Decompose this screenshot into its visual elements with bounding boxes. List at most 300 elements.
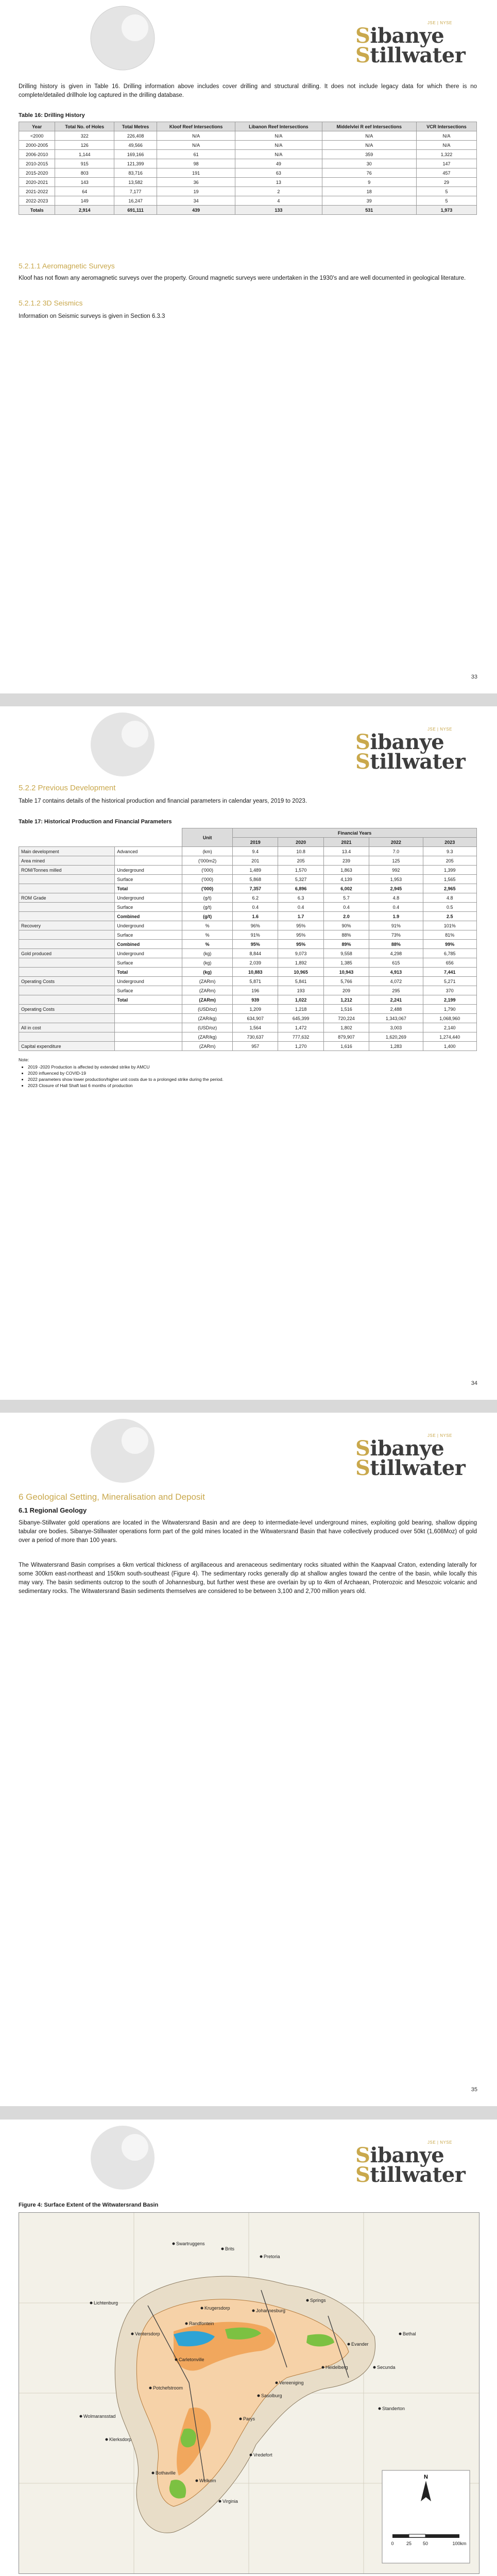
town-label: Sasolburg — [261, 2393, 282, 2398]
exchange-label: JSE | NYSE — [427, 2140, 452, 2145]
table-row — [19, 893, 477, 903]
row-group-label: ROM Grade — [19, 893, 115, 903]
table-cell: 7.0 — [369, 847, 423, 856]
table-cell: 9,073 — [278, 949, 323, 958]
logo-bottom: Stillwater — [355, 1456, 466, 1480]
table-row — [19, 866, 477, 875]
row-sub-label: Combined — [115, 940, 182, 949]
table-row — [19, 168, 477, 178]
table16-header: Total No. of Holes — [55, 122, 114, 131]
table-row — [19, 995, 477, 1005]
town-label: Evander — [351, 2342, 369, 2347]
row-group-label — [19, 930, 115, 940]
table-cell: 5,766 — [323, 977, 369, 986]
row-unit: ('000) — [182, 866, 233, 875]
figure4-caption: Figure 4: Surface Extent of the Witwatersrand Basin — [19, 2202, 159, 2208]
town-label: Carletonville — [179, 2357, 204, 2362]
town-marker — [106, 2438, 108, 2441]
company-logo — [354, 21, 478, 70]
table-cell: N/A — [235, 131, 322, 141]
table-row — [19, 150, 477, 159]
map-graphic — [19, 2213, 479, 2573]
table-cell: 1,565 — [423, 875, 476, 884]
table-cell: 5,271 — [423, 977, 476, 986]
table-cell: 1,973 — [416, 206, 476, 215]
town-marker — [201, 2307, 203, 2310]
town-label: Randfontein — [189, 2321, 214, 2326]
row-unit: (USD/oz) — [182, 1005, 233, 1014]
row-sub-label: Combined — [115, 912, 182, 921]
table-cell: 1,068,960 — [423, 1014, 476, 1023]
table-cell: 457 — [416, 168, 476, 178]
table-cell: 49,566 — [114, 141, 157, 150]
table-cell: 1,022 — [278, 995, 323, 1005]
regional-geology-heading: 6.1 Regional Geology — [19, 1506, 87, 1514]
row-sub-label — [115, 856, 182, 866]
table-cell: 730,637 — [233, 1032, 278, 1042]
table-cell: 196 — [233, 986, 278, 995]
table-cell: 656 — [423, 958, 476, 968]
table-cell: 915 — [55, 159, 114, 168]
row-group-label: Recovery — [19, 921, 115, 930]
seismics-heading: 5.2.1.2 3D Seismics — [19, 299, 83, 307]
financial-years-header: Financial Years — [233, 828, 477, 838]
town-marker — [260, 2256, 263, 2258]
table-cell: 2,241 — [369, 995, 423, 1005]
row-group-label: ROM/Tonnes milled — [19, 866, 115, 875]
row-unit: (g/t) — [182, 893, 233, 903]
table-cell: 201 — [233, 856, 278, 866]
table-row — [19, 131, 477, 141]
table-cell: 7,177 — [114, 187, 157, 196]
row-sub-label: Total — [115, 995, 182, 1005]
table-cell: 0.4 — [278, 903, 323, 912]
table-cell: 239 — [323, 856, 369, 866]
row-sub-label: Surface — [115, 986, 182, 995]
scale-label: 50 — [422, 2541, 429, 2546]
table-cell: 5.7 — [323, 893, 369, 903]
table-cell: 95% — [278, 921, 323, 930]
row-group-label — [19, 995, 115, 1005]
table-cell: 81% — [423, 930, 476, 940]
table16-header: Kloof Reef Intersections — [157, 122, 235, 131]
table-row — [19, 977, 477, 986]
decorative-circle-graphic — [89, 1417, 157, 1485]
row-sub-label: Total — [115, 968, 182, 977]
row-group-label: Gold produced — [19, 949, 115, 958]
table16-header: Total Metres — [114, 122, 157, 131]
year-header: 2022 — [369, 838, 423, 847]
table-row — [19, 1023, 477, 1032]
table-cell: 2022-2023 — [19, 196, 55, 206]
table-cell: 615 — [369, 958, 423, 968]
table-cell: 4 — [235, 196, 322, 206]
row-unit: (ZARm) — [182, 986, 233, 995]
row-sub-label — [115, 1032, 182, 1042]
town-label: Welkom — [199, 2478, 216, 2483]
table-cell: 88% — [323, 930, 369, 940]
table16-header: Libanon Reef Intersections — [235, 122, 322, 131]
row-group-label — [19, 940, 115, 949]
table-cell: 10.8 — [278, 847, 323, 856]
town-marker — [276, 2382, 278, 2384]
aeromagnetic-heading: 5.2.1.1 Aeromagnetic Surveys — [19, 262, 115, 270]
table-cell: 226,408 — [114, 131, 157, 141]
table-cell: 191 — [157, 168, 235, 178]
row-group-label: Operating Costs — [19, 1005, 115, 1014]
town-label: Pretoria — [264, 2254, 280, 2259]
table-cell: 2006-2010 — [19, 150, 55, 159]
page-33 — [0, 0, 497, 693]
table-cell: 5,868 — [233, 875, 278, 884]
table-row — [19, 856, 477, 866]
row-unit: (ZARm) — [182, 1042, 233, 1051]
row-unit: (ZARm) — [182, 995, 233, 1005]
row-group-label — [19, 958, 115, 968]
table-cell: 95% — [278, 940, 323, 949]
exchange-label: JSE | NYSE — [427, 1433, 452, 1438]
table-cell: 4,072 — [369, 977, 423, 986]
table-cell: 2010-2015 — [19, 159, 55, 168]
town-marker — [185, 2323, 188, 2325]
town-marker — [80, 2415, 82, 2418]
row-unit: (ZARm) — [182, 977, 233, 986]
table-cell: 939 — [233, 995, 278, 1005]
table-cell: 7,357 — [233, 884, 278, 893]
row-sub-label: Underground — [115, 866, 182, 875]
table-cell: 1,343,067 — [369, 1014, 423, 1023]
town-marker — [373, 2366, 376, 2369]
table-cell: 1,564 — [233, 1023, 278, 1032]
town-marker — [219, 2500, 221, 2503]
notes-label: Note: — [19, 1057, 29, 1062]
table-cell: 5 — [416, 196, 476, 206]
table-cell: N/A — [416, 131, 476, 141]
row-unit: (kg) — [182, 949, 233, 958]
table-cell: 147 — [416, 159, 476, 168]
table-cell: 49 — [235, 159, 322, 168]
table-cell: <2000 — [19, 131, 55, 141]
table-row — [19, 178, 477, 187]
table-cell: 439 — [157, 206, 235, 215]
table-cell: 13.4 — [323, 847, 369, 856]
table-cell: 992 — [369, 866, 423, 875]
table-cell: 7,441 — [423, 968, 476, 977]
town-marker — [196, 2480, 198, 2482]
town-label: Bethal — [403, 2331, 416, 2336]
row-group-label — [19, 912, 115, 921]
table-row — [19, 847, 477, 856]
table-cell: 18 — [322, 187, 416, 196]
row-unit: ('000) — [182, 875, 233, 884]
table-row — [19, 903, 477, 912]
row-group-label: Main development — [19, 847, 115, 856]
row-sub-label: Surface — [115, 958, 182, 968]
table-cell: 2,945 — [369, 884, 423, 893]
row-sub-label: Underground — [115, 977, 182, 986]
table-cell: 359 — [322, 150, 416, 159]
table-cell: 73% — [369, 930, 423, 940]
table-total-row — [19, 206, 477, 215]
row-group-label: Operating Costs — [19, 977, 115, 986]
row-unit: ('000m2) — [182, 856, 233, 866]
scale-label: 0 — [391, 2541, 394, 2546]
table-cell: 30 — [322, 159, 416, 168]
table-row — [19, 159, 477, 168]
town-label: Heidelberg — [325, 2365, 348, 2370]
table-row — [19, 921, 477, 930]
table-cell: 90% — [323, 921, 369, 930]
town-label: Vredefort — [253, 2452, 272, 2458]
table-cell: 1,570 — [278, 866, 323, 875]
table16-header: Year — [19, 122, 55, 131]
table-cell: 13 — [235, 178, 322, 187]
row-unit: (kg) — [182, 958, 233, 968]
chapter-heading: 6 Geological Setting, Mineralisation and Deposit — [19, 1492, 205, 1502]
table-cell: 121,399 — [114, 159, 157, 168]
table-cell: 1,283 — [369, 1042, 423, 1051]
row-sub-label: Underground — [115, 949, 182, 958]
town-label: Brits — [225, 2246, 234, 2251]
table-cell: 1,218 — [278, 1005, 323, 1014]
table-row — [19, 196, 477, 206]
table-cell: 1,892 — [278, 958, 323, 968]
table-row — [19, 875, 477, 884]
table-cell: 0.4 — [323, 903, 369, 912]
note-item: • 2022 parameters show lower production/higher unit costs due to a prolonged strike during the period. — [28, 1076, 477, 1082]
table17-caption: Table 17: Historical Production and Financial Parameters — [19, 819, 172, 825]
table17-notes — [19, 1057, 477, 1089]
town-label: Wolmaransstad — [83, 2414, 116, 2419]
table-cell: 61 — [157, 150, 235, 159]
table-cell: 0.5 — [423, 903, 476, 912]
town-marker — [173, 2243, 175, 2245]
table-row — [19, 1042, 477, 1051]
north-arrow-label: N — [424, 2474, 428, 2480]
logo-bottom: Stillwater — [355, 43, 466, 67]
table-cell: 1,144 — [55, 150, 114, 159]
table16-header: VCR Intersections — [416, 122, 476, 131]
table-cell: 1,270 — [278, 1042, 323, 1051]
logo-top: Sibanye — [355, 2143, 444, 2167]
row-group-label: All in cost — [19, 1023, 115, 1032]
table-row — [19, 949, 477, 958]
row-sub-label — [115, 1042, 182, 1051]
table-cell: Totals — [19, 206, 55, 215]
table-cell: 5,871 — [233, 977, 278, 986]
row-sub-label: Surface — [115, 930, 182, 940]
table-cell: 2020-2021 — [19, 178, 55, 187]
drilling-intro: Drilling history is given in Table 16. Drilling information above includes cover drilling and structural drilling. It does not include legacy data for which there is no complete/detailed drillhole log captured in the drilling database. — [19, 83, 477, 98]
table-cell: N/A — [235, 141, 322, 150]
logo-top: Sibanye — [355, 730, 444, 754]
town-marker — [131, 2333, 134, 2335]
table-cell: 2,914 — [55, 206, 114, 215]
table-cell: 1,322 — [416, 150, 476, 159]
regional-geology-para2: The Witwatersrand Basin comprises a 6km vertical thickness of argillaceous and arenaceous sedimentary rocks situated within the Kaapvaal Craton, extending laterally for some 300km east-northeast and 150km south-southeast (Figure 4). The sedimentary rocks generally dip at shallow angles toward the centre of the basin, while locally this may vary. The basin sediments outcrop to the south of Johannesburg, but further west these are overlain by up to 4km of Archaean, Proterozoic and Mesozoic volcanic and sedimentary rocks. The Witwatersrand Basin sediments themselves are considered to be between 3,100 and 2,700 million years old. — [19, 1562, 477, 1595]
table-cell: 6,002 — [323, 884, 369, 893]
table-cell: 4,913 — [369, 968, 423, 977]
town-marker — [399, 2333, 402, 2335]
year-header: 2020 — [278, 838, 323, 847]
decorative-circle-graphic — [89, 4, 157, 72]
table-cell: 96% — [233, 921, 278, 930]
regional-geology-para1: Sibanye-Stillwater gold operations are located in the Witwatersrand Basin and are deep to intermediate-level underground mines, exploiting gold bearing, shallow dipping tabular ore bodies. Sibanye-Stillwater operations form part of the gold mines located in the Witwatersrand Basin that have collectively produced over 50kt (1,608Moz) of gold over a period of more than 100 years. — [19, 1520, 477, 1544]
table-row — [19, 912, 477, 921]
table-cell: 1.7 — [278, 912, 323, 921]
production-financial-table — [19, 828, 477, 1051]
table-cell: 720,224 — [323, 1014, 369, 1023]
page-number: 33 — [471, 674, 477, 680]
table16-header: Middelvlei R eef Intersections — [322, 122, 416, 131]
table-cell: 98 — [157, 159, 235, 168]
table-cell: 149 — [55, 196, 114, 206]
seismics-text: Information on Seismic surveys is given in Section 6.3.3 — [19, 313, 165, 319]
town-label: Lichtenburg — [94, 2300, 118, 2306]
row-group-label — [19, 1014, 115, 1023]
table-cell: 1,212 — [323, 995, 369, 1005]
table-cell: 8,844 — [233, 949, 278, 958]
town-label: Krugersdorp — [204, 2306, 230, 2311]
town-marker — [250, 2454, 252, 2456]
drilling-history-table — [19, 122, 477, 215]
table-cell: 1.9 — [369, 912, 423, 921]
row-group-label — [19, 884, 115, 893]
table-cell: 193 — [278, 986, 323, 995]
table-cell: 2,199 — [423, 995, 476, 1005]
row-unit: % — [182, 921, 233, 930]
table-cell: 2000-2005 — [19, 141, 55, 150]
table-cell: 125 — [369, 856, 423, 866]
table-row — [19, 986, 477, 995]
table-cell: N/A — [416, 141, 476, 150]
logo-bottom: Stillwater — [355, 2163, 466, 2187]
table-cell: 9 — [322, 178, 416, 187]
table-cell: 1,516 — [323, 1005, 369, 1014]
table-cell: 91% — [233, 930, 278, 940]
table16-caption: Table 16: Drilling History — [19, 112, 85, 118]
town-marker — [252, 2310, 255, 2312]
town-label: Springs — [310, 2298, 326, 2303]
town-marker — [175, 2359, 178, 2361]
note-item: • 2023 Closure of Hall Shaft last 6 months of production — [28, 1082, 477, 1089]
town-marker — [221, 2248, 224, 2250]
table-cell: N/A — [157, 141, 235, 150]
table-cell: 1.6 — [233, 912, 278, 921]
table-cell: 691,111 — [114, 206, 157, 215]
table-cell: N/A — [322, 131, 416, 141]
table-cell: 1,953 — [369, 875, 423, 884]
table-cell: 63 — [235, 168, 322, 178]
exchange-label: JSE | NYSE — [427, 727, 452, 732]
table-cell: 1,863 — [323, 866, 369, 875]
row-sub-label: Underground — [115, 921, 182, 930]
town-marker — [379, 2408, 381, 2410]
table-cell: 6,896 — [278, 884, 323, 893]
town-marker — [322, 2366, 324, 2369]
table-cell: 205 — [278, 856, 323, 866]
table-cell: 89% — [323, 940, 369, 949]
table-cell: 91% — [369, 921, 423, 930]
table-cell: 95% — [233, 940, 278, 949]
table-cell: 9.3 — [423, 847, 476, 856]
decorative-circle-graphic — [89, 710, 157, 778]
town-marker — [306, 2299, 309, 2302]
table-cell: 803 — [55, 168, 114, 178]
table-cell: 295 — [369, 986, 423, 995]
scale-label: 25 — [406, 2541, 412, 2546]
table-cell: 1,400 — [423, 1042, 476, 1051]
table-cell: 143 — [55, 178, 114, 187]
town-label: Secunda — [377, 2365, 396, 2370]
town-label: Standerton — [382, 2406, 405, 2411]
company-logo — [354, 2140, 478, 2189]
table-row — [19, 958, 477, 968]
row-sub-label: Total — [115, 884, 182, 893]
town-label: Klerksdorp — [109, 2437, 132, 2442]
town-label: Parys — [243, 2416, 255, 2421]
witwatersrand-basin-map — [19, 2212, 479, 2574]
table-cell: 1,489 — [233, 866, 278, 875]
table-row — [19, 1032, 477, 1042]
town-label: Ventersdorp — [135, 2331, 160, 2336]
table-cell: 2 — [235, 187, 322, 196]
table-cell: 1,399 — [423, 866, 476, 875]
table-cell: 19 — [157, 187, 235, 196]
table-cell: 36 — [157, 178, 235, 187]
row-sub-label — [115, 1014, 182, 1023]
table-cell: 1,802 — [323, 1023, 369, 1032]
table-cell: 13,582 — [114, 178, 157, 187]
table-cell: 10,965 — [278, 968, 323, 977]
row-sub-label: Advanced — [115, 847, 182, 856]
table-cell: 10,883 — [233, 968, 278, 977]
table-cell: 101% — [423, 921, 476, 930]
town-marker — [258, 2395, 260, 2397]
row-sub-label — [115, 1005, 182, 1014]
table-cell: 2015-2020 — [19, 168, 55, 178]
table-cell: 531 — [322, 206, 416, 215]
logo-bottom: Stillwater — [355, 750, 466, 774]
table-cell: 10,943 — [323, 968, 369, 977]
table-cell: 99% — [423, 940, 476, 949]
table-cell: 2.0 — [323, 912, 369, 921]
table-cell: 0.4 — [233, 903, 278, 912]
logo-top: Sibanye — [355, 1436, 444, 1461]
row-unit: (g/t) — [182, 912, 233, 921]
table-cell: 9.4 — [233, 847, 278, 856]
scale-label: 100km — [452, 2541, 467, 2546]
table-cell: 95% — [278, 930, 323, 940]
table-cell: 1,620,269 — [369, 1032, 423, 1042]
row-group-label — [19, 968, 115, 977]
table-cell: 2,039 — [233, 958, 278, 968]
row-group-label — [19, 903, 115, 912]
row-sub-label: Underground — [115, 893, 182, 903]
row-sub-label — [115, 1023, 182, 1032]
company-logo — [354, 727, 478, 776]
page-34 — [0, 706, 497, 1400]
table-cell: 2,488 — [369, 1005, 423, 1014]
table-cell: 2.5 — [423, 912, 476, 921]
table-cell: 322 — [55, 131, 114, 141]
table-cell: N/A — [157, 131, 235, 141]
table-cell: 5 — [416, 187, 476, 196]
year-header: 2019 — [233, 838, 278, 847]
aeromagnetic-text: Kloof has not flown any aeromagnetic surveys over the property. Ground magnetic surveys were undertaken in the 1930's and are well documented in geological literature. — [19, 275, 466, 281]
table-row — [19, 884, 477, 893]
table-cell: 2,965 — [423, 884, 476, 893]
